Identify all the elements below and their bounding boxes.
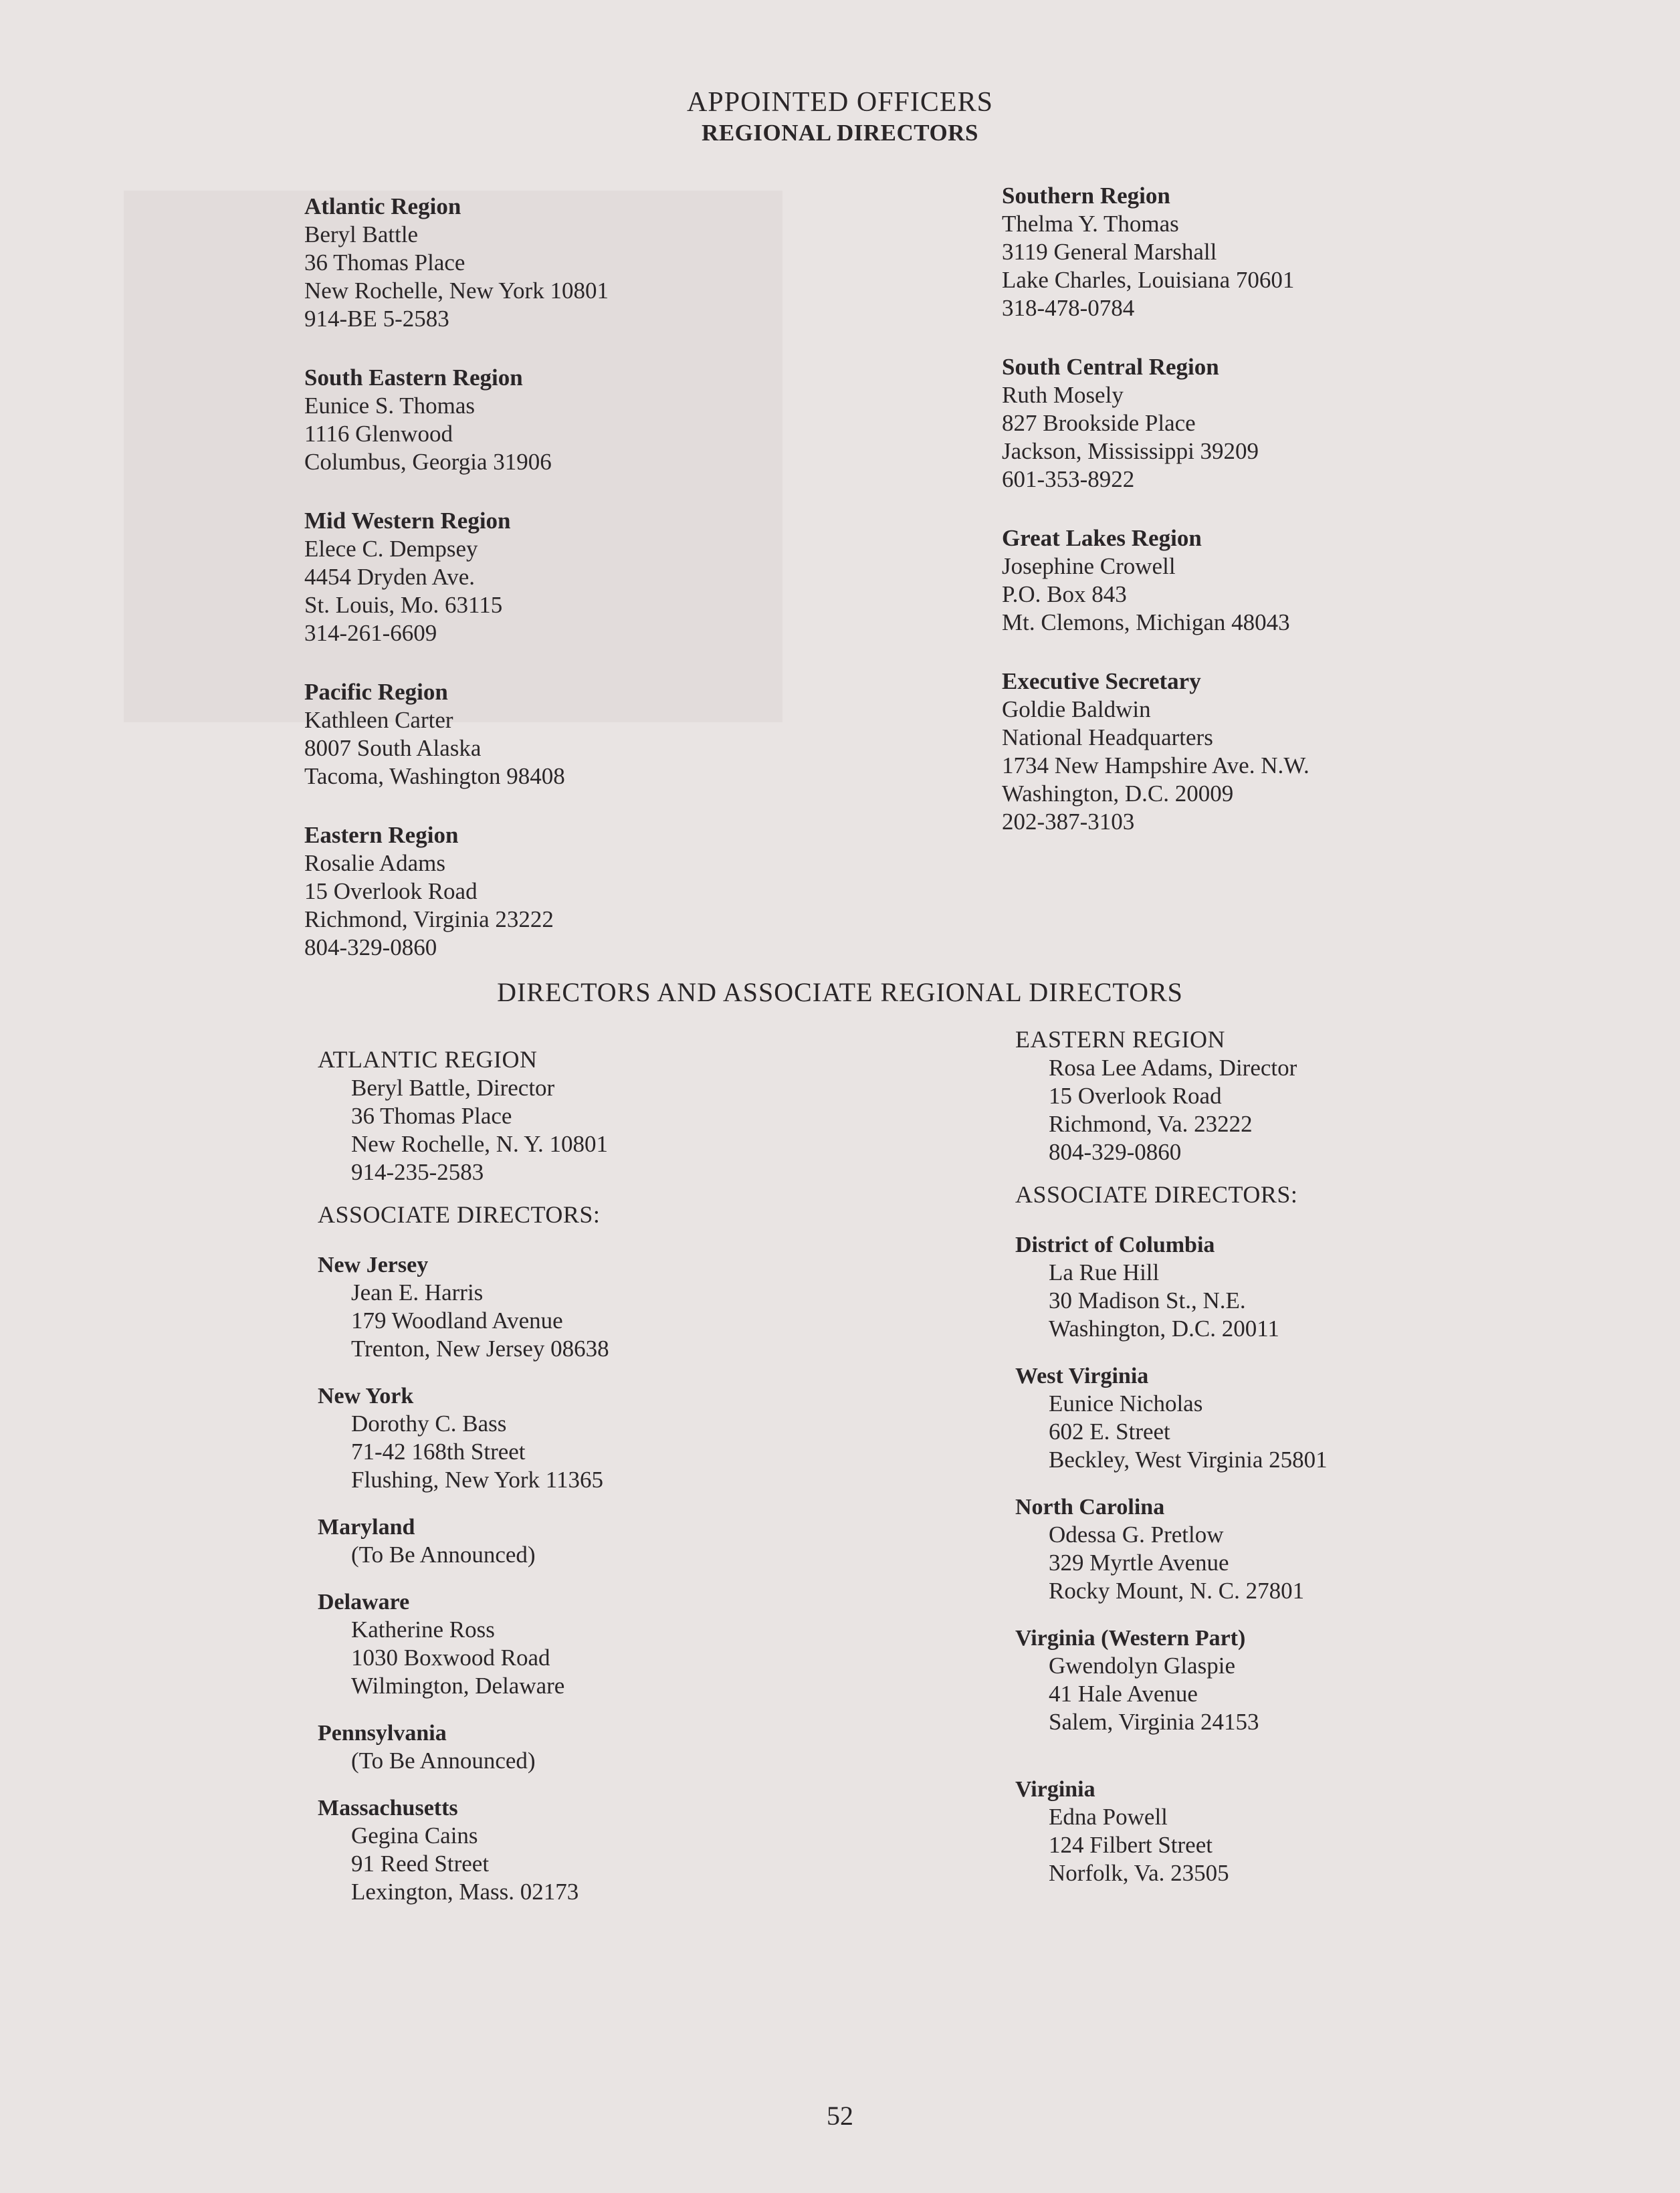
entry-line: Lexington, Mass. 02173: [351, 1879, 579, 1905]
entry-line: Odessa G. Pretlow: [1049, 1522, 1224, 1548]
region-line: 601-353-8922: [1002, 466, 1135, 492]
entry-line: 30 Madison St., N.E.: [1049, 1287, 1246, 1314]
entry-line: 179 Woodland Avenue: [351, 1308, 563, 1334]
state-name: Virginia: [1015, 1777, 1095, 1802]
atlantic-director-block: [318, 1074, 986, 1186]
state-name: North Carolina: [1015, 1495, 1165, 1520]
atlantic-region-heading: ATLANTIC REGION: [318, 1046, 538, 1073]
director-line: 36 Thomas Place: [351, 1103, 512, 1129]
state-name: Massachusetts: [318, 1796, 458, 1820]
region-line: 914-BE 5-2583: [304, 306, 449, 332]
entry-line: 602 E. Street: [1049, 1419, 1170, 1445]
eastern-directors-column: [1015, 1025, 1677, 1907]
entry-line: Trenton, New Jersey 08638: [351, 1336, 609, 1362]
region-name: South Central Region: [1002, 354, 1219, 380]
associate-entry: [1015, 1232, 1677, 1343]
region-line: Beryl Battle: [304, 221, 419, 247]
associate-entry: [318, 1589, 986, 1700]
region-block: [1002, 182, 1671, 322]
region-block: [304, 507, 973, 647]
region-line: 15 Overlook Road: [304, 878, 478, 904]
regional-left-column: [304, 193, 973, 993]
region-name: South Eastern Region: [304, 364, 523, 391]
region-block: [1002, 667, 1671, 836]
page-title: [0, 86, 1680, 147]
region-name: Southern Region: [1002, 183, 1170, 209]
region-line: 3119 General Marshall: [1002, 239, 1217, 265]
entry-line: 329 Myrtle Avenue: [1049, 1550, 1229, 1576]
region-line: Eunice S. Thomas: [304, 393, 476, 419]
entry-line: Salem, Virginia 24153: [1049, 1709, 1259, 1735]
region-line: Elece C. Dempsey: [304, 536, 478, 562]
state-name: New York: [318, 1384, 414, 1408]
region-line: Thelma Y. Thomas: [1002, 211, 1179, 237]
appointed-officers-heading: APPOINTED OFFICERS: [687, 87, 993, 118]
entry-line: Dorothy C. Bass: [351, 1411, 507, 1437]
entry-line: 41 Hale Avenue: [1049, 1681, 1198, 1707]
entry-line: La Rue Hill: [1049, 1259, 1160, 1285]
region-line: Ruth Mosely: [1002, 382, 1124, 408]
region-block: [1002, 524, 1671, 637]
associate-entry: [318, 1252, 986, 1363]
state-name: New Jersey: [318, 1253, 429, 1277]
associate-entry: [318, 1383, 986, 1494]
entry-line: 1030 Boxwood Road: [351, 1645, 550, 1671]
page-number: 52: [827, 2101, 853, 2131]
region-name: Executive Secretary: [1002, 668, 1201, 694]
state-name: West Virginia: [1015, 1364, 1149, 1388]
entry-line: Beckley, West Virginia 25801: [1049, 1447, 1328, 1473]
region-block: [304, 821, 973, 962]
entry-line: Eunice Nicholas: [1049, 1390, 1203, 1417]
director-line: 914-235-2583: [351, 1159, 484, 1185]
region-line: 1116 Glenwood: [304, 421, 453, 447]
region-line: St. Louis, Mo. 63115: [304, 592, 503, 618]
state-name: Virginia (Western Part): [1015, 1626, 1246, 1651]
region-line: Rosalie Adams: [304, 850, 445, 876]
region-name: Mid Western Region: [304, 508, 511, 534]
region-line: 202-387-3103: [1002, 809, 1135, 835]
region-name: Pacific Region: [304, 679, 448, 705]
director-line: 804-329-0860: [1049, 1139, 1182, 1165]
entry-line: Katherine Ross: [351, 1616, 495, 1643]
region-line: 1734 New Hampshire Ave. N.W.: [1002, 752, 1309, 778]
region-block: [304, 364, 973, 476]
associate-entry: [318, 1795, 986, 1906]
region-name: Atlantic Region: [304, 193, 461, 219]
region-line: Washington, D.C. 20009: [1002, 780, 1234, 807]
region-line: Lake Charles, Louisiana 70601: [1002, 267, 1295, 293]
entry-line: 124 Filbert Street: [1049, 1832, 1213, 1858]
entry-line: Flushing, New York 11365: [351, 1467, 603, 1493]
associate-entry: [1015, 1625, 1677, 1736]
entry-line: Edna Powell: [1049, 1804, 1168, 1830]
state-name: Maryland: [318, 1515, 415, 1540]
state-name: Delaware: [318, 1590, 410, 1614]
region-line: New Rochelle, New York 10801: [304, 278, 609, 304]
region-line: 36 Thomas Place: [304, 249, 465, 276]
atlantic-directors-column: [318, 1045, 986, 1926]
associate-entry: [318, 1720, 986, 1775]
entry-line: (To Be Announced): [351, 1748, 536, 1774]
region-line: 8007 South Alaska: [304, 735, 482, 761]
associate-entry: [1015, 1494, 1677, 1605]
region-line: 827 Brookside Place: [1002, 410, 1196, 436]
region-line: National Headquarters: [1002, 724, 1213, 750]
entry-line: Jean E. Harris: [351, 1279, 484, 1306]
region-line: Jackson, Mississippi 39209: [1002, 438, 1259, 464]
associate-entry: [1015, 1363, 1677, 1474]
entry-line: Rocky Mount, N. C. 27801: [1049, 1578, 1305, 1604]
regional-right-column: [1002, 182, 1671, 867]
director-line: Richmond, Va. 23222: [1049, 1111, 1253, 1137]
entry-line: 91 Reed Street: [351, 1851, 490, 1877]
region-line: Tacoma, Washington 98408: [304, 763, 565, 789]
associate-directors-label: ASSOCIATE DIRECTORS:: [318, 1201, 601, 1228]
entry-line: Wilmington, Delaware: [351, 1673, 565, 1699]
entry-line: Gegina Cains: [351, 1822, 478, 1849]
director-line: 15 Overlook Road: [1049, 1083, 1222, 1109]
director-line: Rosa Lee Adams, Director: [1049, 1055, 1297, 1081]
state-name: District of Columbia: [1015, 1233, 1215, 1257]
entry-line: Washington, D.C. 20011: [1049, 1316, 1279, 1342]
region-line: 804-329-0860: [304, 934, 437, 960]
entry-line: Gwendolyn Glaspie: [1049, 1653, 1235, 1679]
region-line: Goldie Baldwin: [1002, 696, 1151, 722]
region-block: [1002, 353, 1671, 494]
region-block: [304, 678, 973, 791]
region-line: 314-261-6609: [304, 620, 437, 646]
eastern-region-heading: EASTERN REGION: [1015, 1026, 1225, 1053]
associate-entry: [318, 1514, 986, 1569]
region-line: 318-478-0784: [1002, 295, 1135, 321]
region-line: Richmond, Virginia 23222: [304, 906, 554, 932]
region-line: P.O. Box 843: [1002, 581, 1127, 607]
entry-line: 71-42 168th Street: [351, 1439, 526, 1465]
region-block: [304, 193, 973, 333]
associate-entry: [1015, 1776, 1677, 1887]
region-line: Josephine Crowell: [1002, 553, 1176, 579]
state-name: Pennsylvania: [318, 1721, 447, 1746]
entry-line: Norfolk, Va. 23505: [1049, 1860, 1229, 1886]
region-line: 4454 Dryden Ave.: [304, 564, 475, 590]
region-name: Eastern Region: [304, 822, 459, 848]
region-line: Mt. Clemons, Michigan 48043: [1002, 609, 1290, 635]
entry-line: (To Be Announced): [351, 1542, 536, 1568]
eastern-director-block: [1015, 1054, 1677, 1166]
director-line: Beryl Battle, Director: [351, 1075, 555, 1101]
director-line: New Rochelle, N. Y. 10801: [351, 1131, 608, 1157]
region-line: Columbus, Georgia 31906: [304, 449, 552, 475]
region-line: Kathleen Carter: [304, 707, 453, 733]
directors-section-heading: DIRECTORS AND ASSOCIATE REGIONAL DIRECTORS: [497, 977, 1183, 1007]
associate-directors-label: ASSOCIATE DIRECTORS:: [1015, 1181, 1298, 1208]
regional-directors-heading: REGIONAL DIRECTORS: [702, 120, 978, 146]
region-name: Great Lakes Region: [1002, 525, 1202, 551]
